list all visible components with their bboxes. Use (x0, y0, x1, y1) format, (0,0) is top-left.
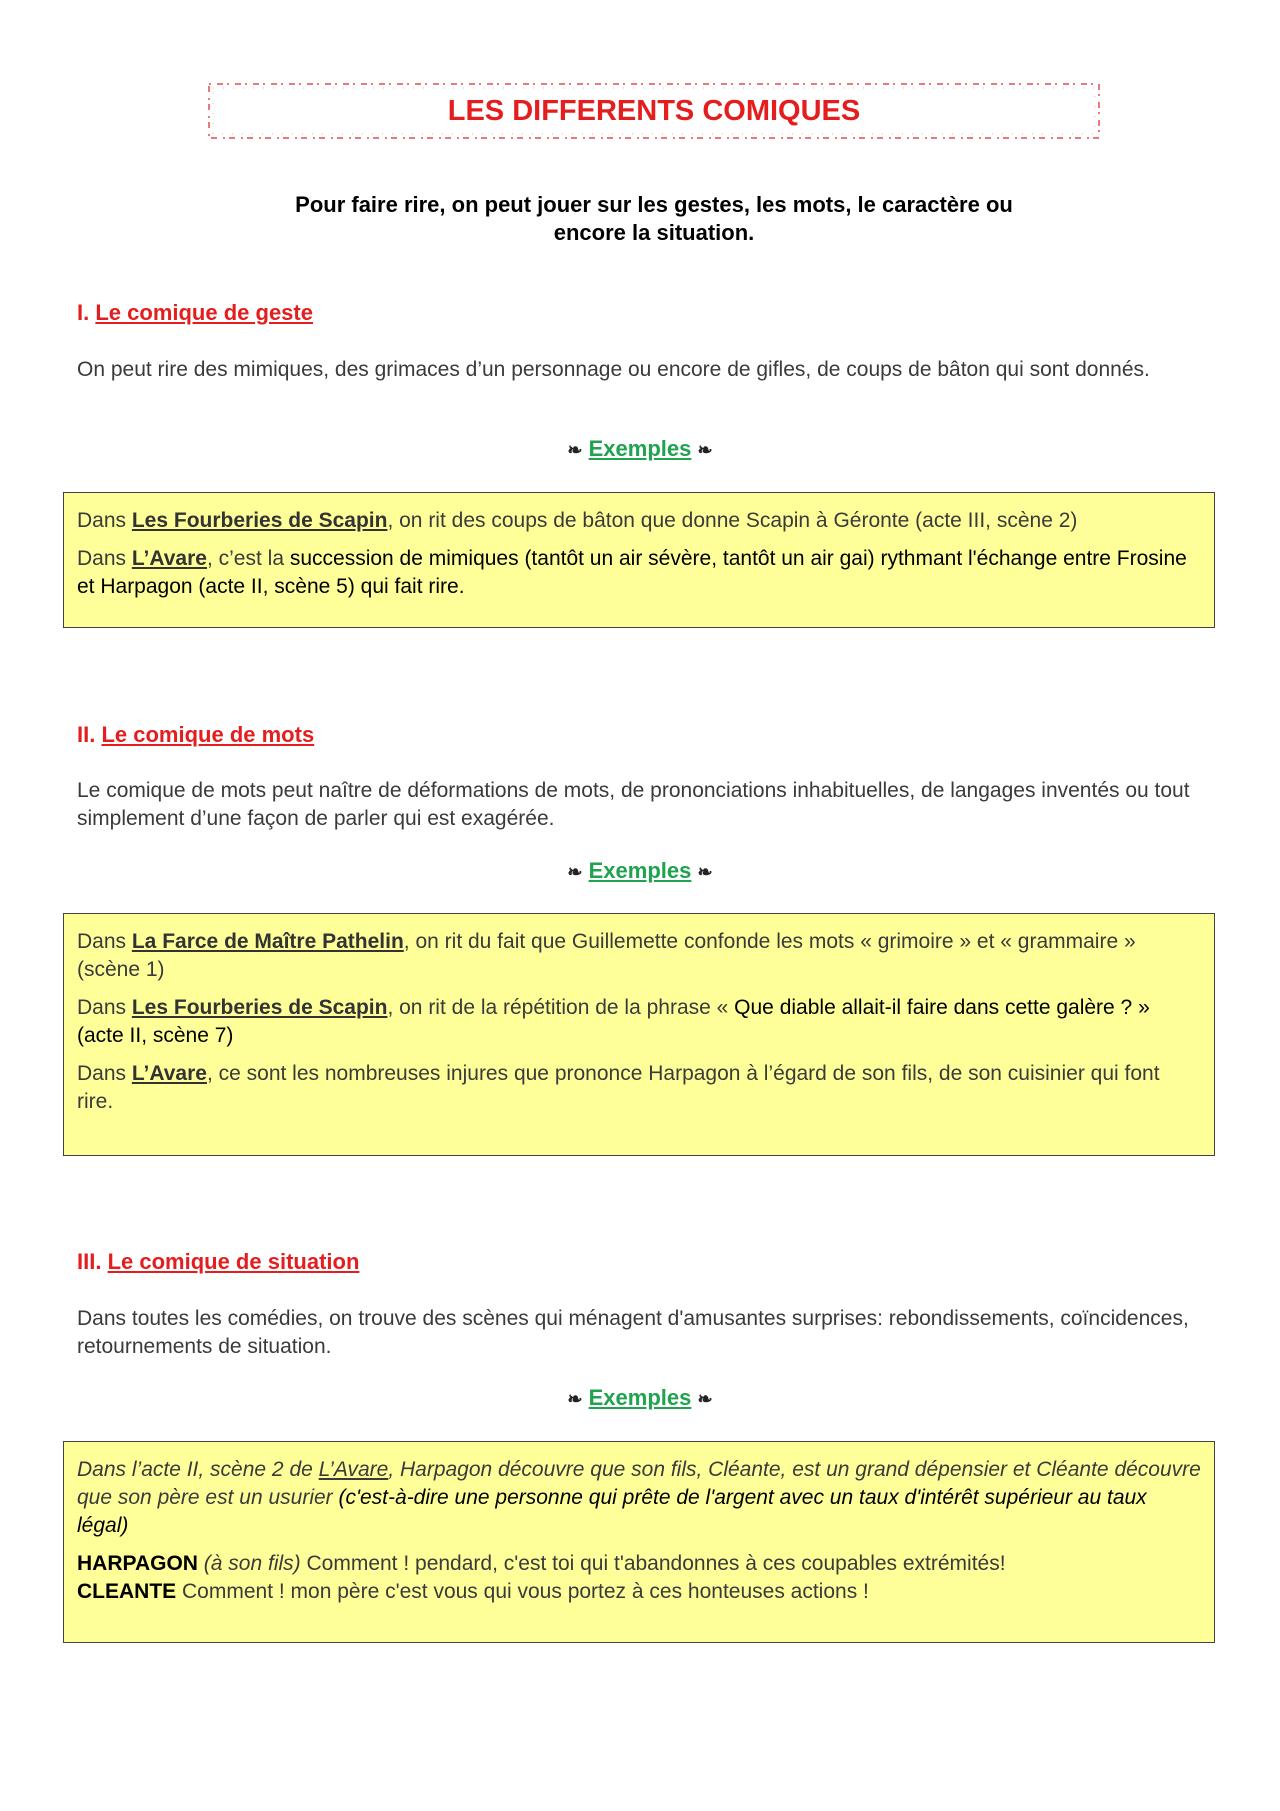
right-ornament-icon: ❧ (697, 862, 713, 882)
section-heading-geste (77, 300, 313, 326)
examples-box-situation (63, 1441, 1215, 1643)
examples-link[interactable]: Exemples (588, 858, 692, 883)
examples-link[interactable]: Exemples (588, 436, 692, 461)
section-text-geste: On peut rire des mimiques, des grimaces d’un personnage ou encore de gifles, de coups de bâton qui sont donnés. (77, 358, 1150, 381)
section-number: III. (77, 1249, 102, 1274)
example-item: Dans Les Fourberies de Scapin, on rit des coups de bâton que donne Scapin à Géronte (acte III, scène 2) (77, 509, 1078, 532)
examples-label-geste (0, 436, 1280, 462)
section-heading-situation (77, 1249, 359, 1275)
example-item: Dans Les Fourberies de Scapin, on rit de la répétition de la phrase « Que diable allait-il faire dans cette galère ? » (acte II, scène 7) (77, 996, 1150, 1047)
intro-text (200, 191, 1108, 247)
section-number: II. (77, 722, 96, 747)
section-title: Le comique de mots (101, 722, 315, 747)
examples-box-mots (63, 913, 1215, 1156)
intro-line-2: encore la situation. (553, 220, 755, 245)
work-title: Les Fourberies de Scapin (131, 996, 388, 1019)
right-ornament-icon: ❧ (697, 1389, 713, 1409)
section-heading-mots (77, 722, 314, 748)
right-ornament-icon: ❧ (697, 440, 713, 460)
work-title: L’Avare (318, 1458, 389, 1481)
example-item: Dans l’acte II, scène 2 de L’Avare, Harpagon découvre que son fils, Cléante, est un grand dépensier et Cléante découvre que son père est un usurier (c'est-à-dire une personne qui prête de l'argent avec un taux d'intérêt supérieur au taux légal) (77, 1458, 1201, 1537)
examples-label-mots (0, 858, 1280, 884)
section-text-mots: Le comique de mots peut naître de déformations de mots, de prononciations inhabituelles, de langages inventés ou tout simplement d’une façon de parler qui est exagérée. (77, 779, 1190, 830)
left-ornament-icon: ❧ (567, 1389, 583, 1409)
example-item: Dans L’Avare, c’est la succession de mimiques (tantôt un air sévère, tantôt un air gai) rythmant l'échange entre Frosine et Harpagon (acte II, scène 5) qui fait rire. (77, 547, 1187, 598)
left-ornament-icon: ❧ (567, 862, 583, 882)
work-title: L’Avare (131, 547, 207, 570)
section-number: I. (77, 300, 90, 325)
speaker-name: CLEANTE (77, 1580, 177, 1603)
work-title: La Farce de Maître Pathelin (131, 930, 404, 953)
examples-link[interactable]: Exemples (588, 1385, 692, 1410)
section-title: Le comique de situation (107, 1249, 360, 1274)
title-banner (205, 80, 1103, 142)
section-text-situation: Dans toutes les comédies, on trouve des scènes qui ménagent d'amusantes surprises: rebondissements, coïncidences, retournements de situation. (77, 1307, 1189, 1358)
work-title: Les Fourberies de Scapin (131, 509, 388, 532)
dialogue (77, 1550, 1201, 1606)
page-title: LES DIFFERENTS COMIQUES (447, 95, 861, 127)
left-ornament-icon: ❧ (567, 440, 583, 460)
dialogue-line: CLEANTE Comment ! mon père c'est vous qui vous portez à ces honteuses actions ! (77, 1580, 869, 1603)
section-title: Le comique de geste (95, 300, 313, 325)
speaker-name: HARPAGON (77, 1552, 198, 1575)
examples-label-situation (0, 1385, 1280, 1411)
dialogue-line: HARPAGON (à son fils) Comment ! pendard, c'est toi qui t'abandonnes à ces coupables extrémités! (77, 1552, 1006, 1575)
examples-box-geste (63, 492, 1215, 628)
work-title: L’Avare (131, 1062, 207, 1085)
example-item: Dans L’Avare, ce sont les nombreuses injures que prononce Harpagon à l’égard de son fils, de son cuisinier qui font rire. (77, 1062, 1160, 1113)
intro-line-1: Pour faire rire, on peut jouer sur les gestes, les mots, le caractère ou (295, 192, 1013, 217)
example-item: Dans La Farce de Maître Pathelin, on rit du fait que Guillemette confonde les mots « grimoire » et « grammaire » (scène 1) (77, 930, 1136, 981)
